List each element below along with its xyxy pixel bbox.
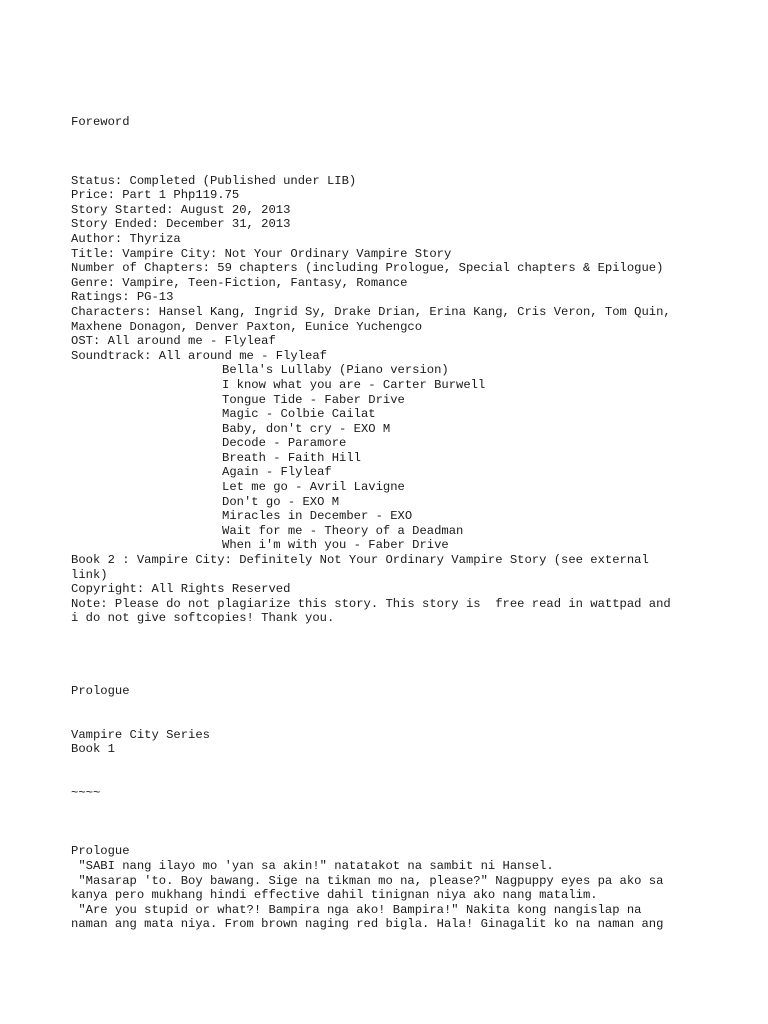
story-details <box>71 174 711 626</box>
ost-line: OST: All around me - Flyleaf <box>71 334 276 349</box>
story-ended-line: Story Ended: December 31, 2013 <box>71 217 291 232</box>
genre-line: Genre: Vampire, Teen-Fiction, Fantasy, Romance <box>71 275 408 290</box>
book-number: Book 1 <box>71 742 115 757</box>
ratings-line: Ratings: PG-13 <box>71 290 174 305</box>
prologue-body <box>71 859 711 932</box>
author-line: Author: Thyriza <box>71 231 181 246</box>
paragraph-line: "Are you stupid or what?! Bampira nga ako! Bampira!" Nakita kong nangislap na <box>71 902 642 917</box>
story-started-line: Story Started: August 20, 2013 <box>71 202 291 217</box>
copyright-line: Copyright: All Rights Reserved <box>71 582 291 597</box>
soundtrack-item: I know what you are - Carter Burwell <box>222 377 486 392</box>
section-divider: ~~~~ <box>71 785 101 800</box>
paragraph-line: naman ang mata niya. From brown naging red bigla. Hala! Ginagalit ko na naman ang <box>71 917 664 932</box>
soundtrack-item: Decode - Paramore <box>222 436 347 451</box>
soundtrack-item: When i'm with you - Faber Drive <box>222 538 449 553</box>
status-line: Status: Completed (Published under LIB) <box>71 173 357 188</box>
paragraph-line: kanya pero mukhang hindi effective dahil tinignan niya ako nang matalim. <box>71 888 598 903</box>
note-line: Note: Please do not plagiarize this story. This story is free read in wattpad and <box>71 596 671 611</box>
soundtrack-item: Don't go - EXO M <box>222 494 340 509</box>
soundtrack-item: Baby, don't cry - EXO M <box>222 421 391 436</box>
soundtrack-item: Tongue Tide - Faber Drive <box>222 392 405 407</box>
price-line: Price: Part 1 Php119.75 <box>71 188 240 203</box>
spacer <box>71 800 711 844</box>
characters-line-continued: Maxhene Donagon, Denver Paxton, Eunice Yuchengco <box>71 319 423 334</box>
title-line: Title: Vampire City: Not Your Ordinary Vampire Story <box>71 246 452 261</box>
spacer <box>71 757 711 786</box>
soundtrack-item: Magic - Colbie Cailat <box>222 407 376 422</box>
prologue-subheading: Prologue <box>71 844 130 859</box>
book-2-line: Book 2 : Vampire City: Definitely Not Your Ordinary Vampire Story (see external <box>71 553 649 568</box>
chapters-line: Number of Chapters: 59 chapters (including Prologue, Special chapters & Epilogue) <box>71 261 664 276</box>
paragraph-line: "Masarap 'to. Boy bawang. Sige na tikman mo na, please?" Nagpuppy eyes pa ako sa <box>71 873 664 888</box>
note-line-continued: i do not give softcopies! Thank you. <box>71 611 335 626</box>
spacer <box>71 130 711 174</box>
soundtrack-item: Miracles in December - EXO <box>222 509 413 524</box>
soundtrack-line: Soundtrack: All around me - Flyleaf <box>71 348 327 363</box>
soundtrack-item: Wait for me - Theory of a Deadman <box>222 523 464 538</box>
spacer <box>71 699 711 728</box>
paragraph-line: "SABI nang ilayo mo 'yan sa akin!" natatakot na sambit ni Hansel. <box>71 858 554 873</box>
prologue-heading: Prologue <box>71 684 130 698</box>
soundtrack-list <box>71 363 711 553</box>
spacer <box>71 626 711 684</box>
soundtrack-item: Breath - Faith Hill <box>222 450 361 465</box>
series-title: Vampire City Series <box>71 727 210 742</box>
soundtrack-item: Let me go - Avril Lavigne <box>222 480 405 495</box>
book-2-line-continued: link) <box>71 567 108 582</box>
foreword-heading: Foreword <box>71 115 130 129</box>
soundtrack-item: Bella's Lullaby (Piano version) <box>222 363 449 378</box>
soundtrack-item: Again - Flyleaf <box>222 465 332 480</box>
document-page <box>71 115 711 932</box>
characters-line: Characters: Hansel Kang, Ingrid Sy, Drake Drian, Erina Kang, Cris Veron, Tom Quin, <box>71 304 671 319</box>
